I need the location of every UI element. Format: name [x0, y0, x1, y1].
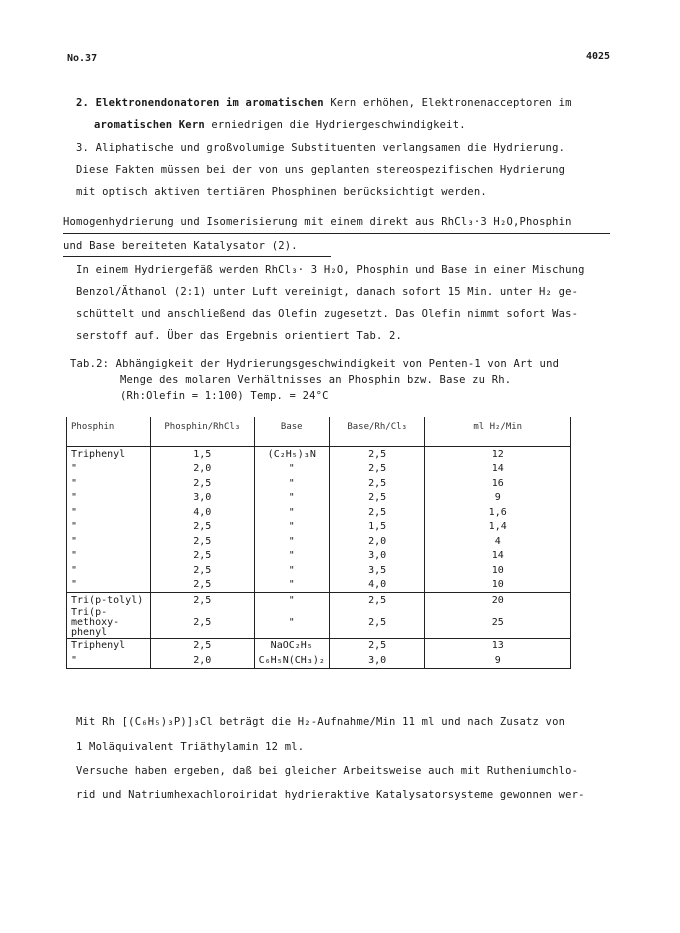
table-caption-line-1: Tab.2: Abhängigkeit der Hydrierungsgeschwindigkeit von Penten-1 von Art und [70, 358, 560, 370]
cell-rate: 14 [425, 549, 571, 564]
table-row [67, 491, 571, 506]
table-row [67, 505, 571, 520]
body-line-1: In einem Hydriergefäß werden RhCl₃· 3 H₂O, Phosphin und Base in einer Mischung [76, 264, 585, 276]
table-row [67, 653, 571, 668]
cell-phosphin: Tri(p-methoxy-phenyl [67, 608, 151, 639]
cell-phosphin: " [67, 653, 151, 668]
cell-rate: 10 [425, 563, 571, 578]
table-row [67, 638, 571, 653]
cell-base-ratio: 2,5 [329, 462, 425, 477]
item-3-line-2: Diese Fakten müssen bei der von uns geplanten stereospezifischen Hydrierung [76, 164, 566, 176]
table-row [67, 534, 571, 549]
heading-underline-2 [63, 256, 331, 257]
cell-base-ratio: 2,5 [329, 593, 425, 608]
cell-phosphin: Triphenyl [67, 447, 151, 462]
col-header-rate: ml H₂/Min [425, 417, 571, 447]
cell-rate: 25 [425, 608, 571, 639]
cell-phosphin-ratio: 2,0 [150, 462, 254, 477]
cell-phosphin: " [67, 563, 151, 578]
cell-rate: 14 [425, 462, 571, 477]
footer-line-3: Versuche haben ergeben, daß bei gleicher Arbeitsweise auch mit Rutheniumchlo- [76, 765, 579, 777]
cell-phosphin-ratio: 2,5 [150, 476, 254, 491]
cell-rate: 13 [425, 638, 571, 653]
cell-base: " [254, 578, 329, 593]
cell-phosphin: " [67, 476, 151, 491]
cell-base-ratio: 4,0 [329, 578, 425, 593]
item-2-line-1: 2. Elektronendonatoren im aromatischen Kern erhöhen, Elektronenacceptoren im [76, 97, 572, 109]
cell-base-ratio: 2,5 [329, 638, 425, 653]
table-row [67, 563, 571, 578]
footer-line-4: rid und Natriumhexachloroiridat hydrieraktive Katalysatorsysteme gewonnen wer- [76, 789, 585, 801]
cell-base: " [254, 608, 329, 639]
cell-base: C₆H₅N(CH₃)₂ [254, 653, 329, 668]
table-row [67, 476, 571, 491]
cell-phosphin-ratio: 3,0 [150, 491, 254, 506]
cell-phosphin-ratio: 4,0 [150, 505, 254, 520]
table-row [67, 520, 571, 535]
item-3-line-3: mit optisch aktiven tertiären Phosphinen berücksichtigt werden. [76, 186, 487, 198]
cell-phosphin-ratio: 2,5 [150, 638, 254, 653]
cell-phosphin-ratio: 2,5 [150, 520, 254, 535]
table-row [67, 462, 571, 477]
cell-phosphin-ratio: 2,0 [150, 653, 254, 668]
table-caption-line-3: (Rh:Olefin = 1:100) Temp. = 24°C [120, 390, 329, 402]
col-header-phosphin: Phosphin [67, 417, 151, 447]
cell-base-ratio: 2,5 [329, 491, 425, 506]
cell-phosphin-ratio: 2,5 [150, 534, 254, 549]
cell-phosphin: " [67, 534, 151, 549]
data-table [66, 417, 571, 669]
cell-phosphin-ratio: 2,5 [150, 563, 254, 578]
table-row [67, 593, 571, 608]
cell-phosphin-ratio: 2,5 [150, 578, 254, 593]
cell-base-ratio: 3,0 [329, 549, 425, 564]
section-heading-line-1: Homogenhydrierung und Isomerisierung mit einem direkt aus RhCl₃·3 H₂O,Phosphin [63, 216, 572, 228]
cell-rate: 1,4 [425, 520, 571, 535]
cell-rate: 4 [425, 534, 571, 549]
cell-phosphin: " [67, 462, 151, 477]
cell-base: " [254, 549, 329, 564]
cell-rate: 16 [425, 476, 571, 491]
table-row [67, 447, 571, 462]
issue-number: No.37 [67, 53, 98, 64]
cell-phosphin-ratio: 2,5 [150, 593, 254, 608]
section-heading-line-2: und Base bereiteten Katalysator (2). [63, 240, 298, 252]
cell-base: " [254, 563, 329, 578]
table-row [67, 578, 571, 593]
body-line-3: schüttelt und anschließend das Olefin zugesetzt. Das Olefin nimmt sofort Was- [76, 308, 579, 320]
table-row [67, 549, 571, 564]
page-number: 4025 [586, 51, 611, 62]
body-line-2: Benzol/Äthanol (2:1) unter Luft vereinigt, danach sofort 15 Min. unter H₂ ge- [76, 286, 579, 298]
cell-base: " [254, 476, 329, 491]
col-header-base: Base [254, 417, 329, 447]
table-group-other-phosphines [67, 593, 571, 639]
cell-base: NaOC₂H₅ [254, 638, 329, 653]
cell-base-ratio: 3,5 [329, 563, 425, 578]
cell-phosphin: " [67, 505, 151, 520]
cell-rate: 10 [425, 578, 571, 593]
cell-base-ratio: 3,0 [329, 653, 425, 668]
cell-base: " [254, 534, 329, 549]
col-header-phosphin-ratio: Phosphin/RhCl₃ [150, 417, 254, 447]
cell-phosphin: " [67, 549, 151, 564]
cell-base: (C₂H₅)₃N [254, 447, 329, 462]
cell-rate: 12 [425, 447, 571, 462]
cell-base: " [254, 520, 329, 535]
body-line-4: serstoff auf. Über das Ergebnis orientiert Tab. 2. [76, 330, 403, 342]
cell-base: " [254, 462, 329, 477]
footer-line-2: 1 Moläquivalent Triäthylamin 12 ml. [76, 741, 305, 753]
cell-phosphin: " [67, 578, 151, 593]
col-header-base-ratio: Base/Rh/Cl₃ [329, 417, 425, 447]
cell-rate: 1,6 [425, 505, 571, 520]
footer-line-1: Mit Rh [(C₆H₅)₃P)]₃Cl beträgt die H₂-Aufnahme/Min 11 ml und nach Zusatz von [76, 716, 566, 728]
table-caption-line-2: Menge des molaren Verhältnisses an Phosphin bzw. Base zu Rh. [120, 374, 512, 386]
cell-rate: 9 [425, 653, 571, 668]
table-group-triethylamine [67, 447, 571, 593]
table-header-row [67, 417, 571, 447]
cell-base: " [254, 491, 329, 506]
item-2-line-2: aromatischen Kern erniedrigen die Hydriergeschwindigkeit. [94, 119, 466, 131]
cell-phosphin: " [67, 520, 151, 535]
cell-phosphin-ratio: 2,5 [150, 549, 254, 564]
cell-phosphin-ratio: 1,5 [150, 447, 254, 462]
cell-base-ratio: 1,5 [329, 520, 425, 535]
cell-base: " [254, 593, 329, 608]
cell-base-ratio: 2,5 [329, 608, 425, 639]
cell-phosphin: Tri(p-tolyl) [67, 593, 151, 608]
table-row [67, 608, 571, 639]
cell-base-ratio: 2,5 [329, 505, 425, 520]
table-group-other-bases [67, 638, 571, 668]
item-3-line-1: 3. Aliphatische und großvolumige Substituenten verlangsamen die Hydrierung. [76, 142, 566, 154]
cell-base-ratio: 2,0 [329, 534, 425, 549]
cell-phosphin-ratio: 2,5 [150, 608, 254, 639]
cell-base-ratio: 2,5 [329, 447, 425, 462]
cell-base-ratio: 2,5 [329, 476, 425, 491]
cell-base: " [254, 505, 329, 520]
cell-rate: 20 [425, 593, 571, 608]
cell-phosphin: " [67, 491, 151, 506]
heading-underline-1 [63, 233, 610, 234]
cell-phosphin: Triphenyl [67, 638, 151, 653]
cell-rate: 9 [425, 491, 571, 506]
